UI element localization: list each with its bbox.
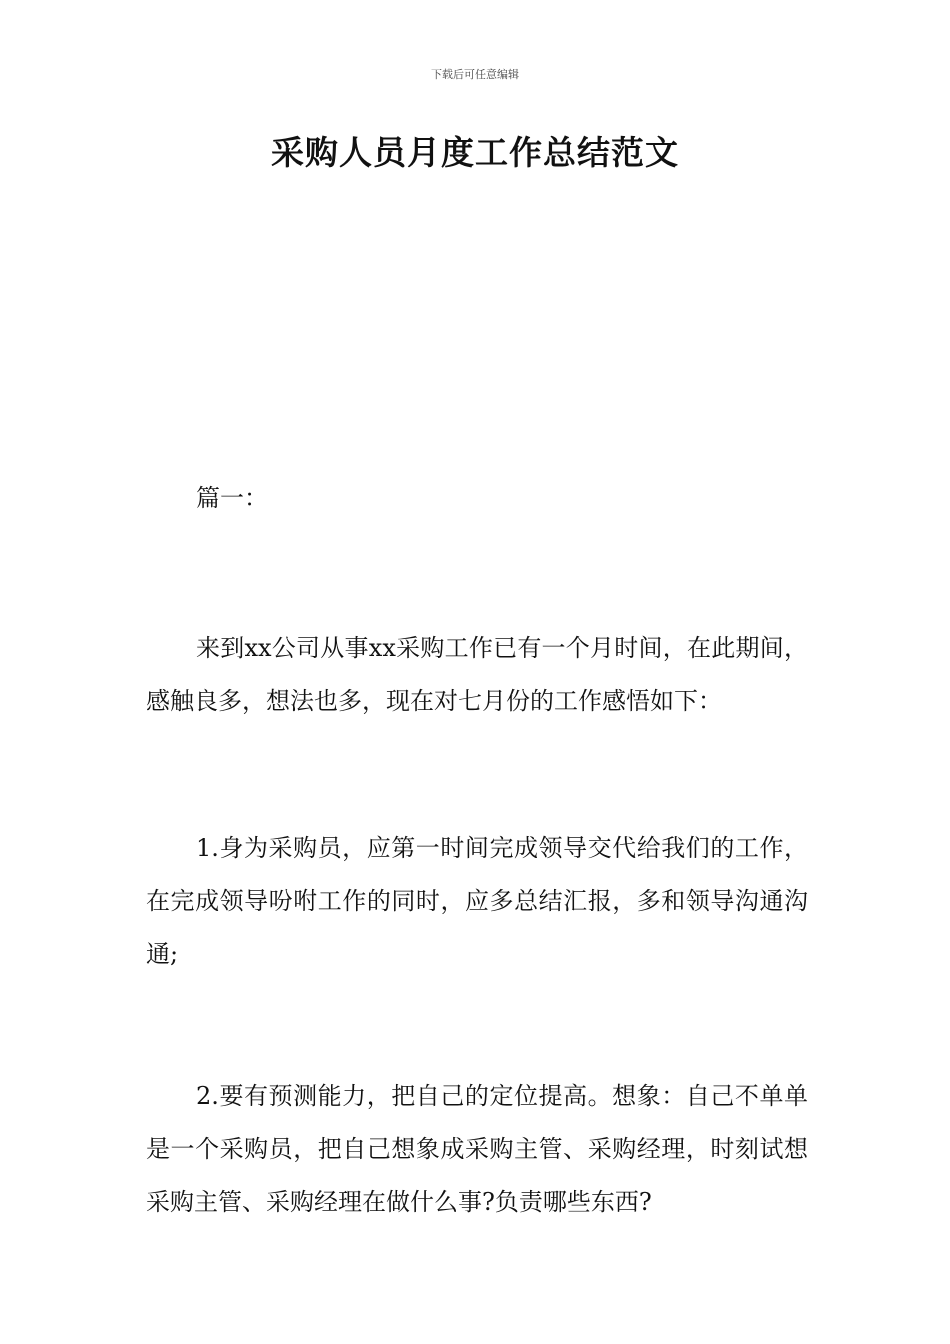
- section-label: 篇一：: [196, 484, 268, 512]
- paragraph-item-2: 2.要有预测能力，把自己的定位提高。想象：自己不单单是一个采购员，把自己想象成采购主管、采购经理，时刻试想采购主管、采购经理在做什么事?负责哪些东西?: [146, 1082, 808, 1216]
- document-title: 采购人员月度工作总结范文: [271, 133, 679, 172]
- paragraph-item-1: 1.身为采购员，应第一时间完成领导交代给我们的工作，在完成领导吩咐工作的同时，应多总结汇报，多和领导沟通沟通;: [146, 834, 808, 968]
- header-note: 下载后可任意编辑: [431, 68, 519, 81]
- paragraph-intro: 来到xx公司从事xx采购工作已有一个月时间，在此期间，感触良多，想法也多，现在对七月份的工作感悟如下：: [146, 634, 808, 715]
